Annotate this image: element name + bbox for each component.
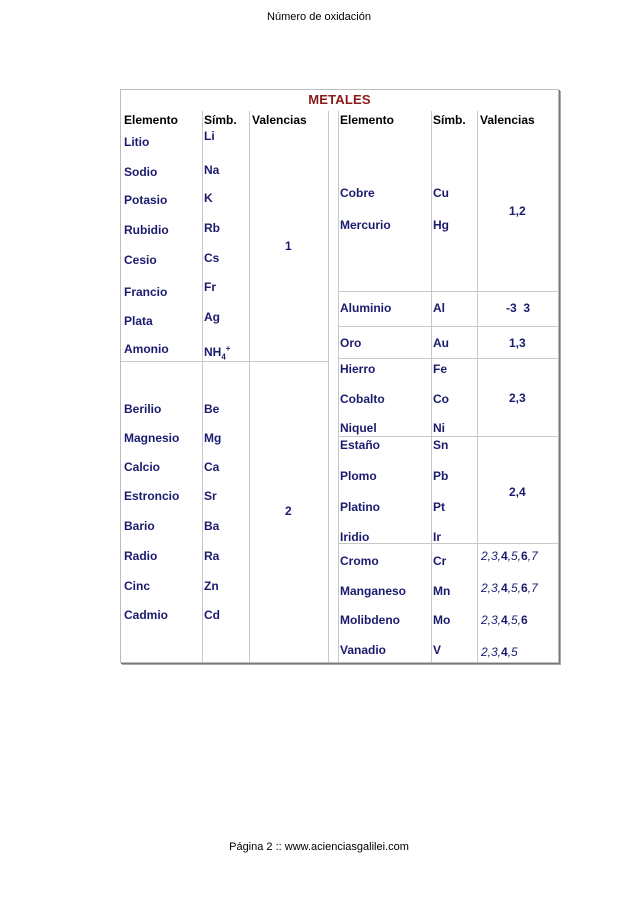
- element-symbol: Cd: [204, 608, 220, 622]
- element-name: Potasio: [124, 193, 168, 207]
- element-symbol: Cu: [433, 186, 449, 200]
- element-symbol: Mn: [433, 584, 451, 598]
- header-valences: Valencias: [480, 113, 535, 127]
- header-symbol: Símb.: [204, 113, 237, 127]
- element-symbol: $NH_4^+$: [204, 344, 231, 362]
- header-valences: Valencias: [252, 113, 307, 127]
- valence-value: 1,3: [509, 336, 526, 350]
- element-name: Radio: [124, 549, 158, 563]
- element-name: Platino: [340, 500, 381, 514]
- header-element: Elemento: [340, 113, 395, 127]
- row-divider: [338, 291, 558, 292]
- element-symbol: Au: [433, 336, 449, 350]
- element-name: Bario: [124, 519, 155, 533]
- element-symbol: Sn: [433, 438, 449, 452]
- valence-value: 2,3: [509, 391, 526, 405]
- element-name: Francio: [124, 285, 168, 299]
- element-name: Niquel: [340, 421, 377, 435]
- col-divider: [477, 111, 478, 662]
- element-symbol: Fe: [433, 362, 448, 376]
- element-name: Aluminio: [340, 301, 392, 315]
- element-name: Molibdeno: [340, 613, 400, 627]
- valence-value: 2,3,4,5: [481, 645, 518, 659]
- element-symbol: Be: [204, 402, 220, 416]
- element-name: Vanadio: [340, 643, 387, 657]
- element-name: Berilio: [124, 402, 162, 416]
- valence-value: 2,3,4,5,6,7: [481, 549, 538, 563]
- element-symbol: Ir: [433, 530, 442, 544]
- element-name: Rubidio: [124, 223, 169, 237]
- element-symbol: Pt: [433, 500, 445, 514]
- element-name: Amonio: [124, 342, 169, 356]
- element-symbol: Rb: [204, 221, 220, 235]
- element-name: Litio: [124, 135, 150, 149]
- page-footer: Página 2 :: www.acienciasgalilei.com: [229, 841, 409, 853]
- header-symbol: Símb.: [433, 113, 466, 127]
- element-name: Cadmio: [124, 608, 169, 622]
- element-name: Estaño: [340, 438, 381, 452]
- element-symbol: Ca: [204, 460, 220, 474]
- element-symbol: Cr: [433, 554, 447, 568]
- row-divider: [338, 358, 558, 359]
- element-symbol: Ni: [433, 421, 445, 435]
- element-name: Cesio: [124, 253, 157, 267]
- element-name: Cobalto: [340, 392, 385, 406]
- valence-value: 2,4: [509, 485, 526, 499]
- row-divider: [338, 543, 558, 544]
- col-divider: [338, 111, 339, 662]
- valence-value: 1: [285, 239, 292, 253]
- metals-table: [120, 89, 559, 663]
- col-divider: [431, 111, 432, 662]
- element-symbol: Cs: [204, 251, 220, 265]
- element-name: Plomo: [340, 469, 377, 483]
- element-name: Cinc: [124, 579, 151, 593]
- element-symbol: Fr: [204, 280, 216, 294]
- element-symbol: Ag: [204, 310, 220, 324]
- element-symbol: Mo: [433, 613, 451, 627]
- element-symbol: Ba: [204, 519, 220, 533]
- header-element: Elemento: [124, 113, 179, 127]
- element-symbol: V: [433, 643, 442, 657]
- valence-value: 2,3,4,5,6,7: [481, 581, 538, 595]
- element-name: Oro: [340, 336, 362, 350]
- col-divider: [249, 111, 250, 662]
- element-name: Plata: [124, 314, 153, 328]
- element-name: Manganeso: [340, 584, 407, 598]
- element-name: Magnesio: [124, 431, 180, 445]
- valence-value: 1,2: [509, 204, 526, 218]
- element-symbol: Zn: [204, 579, 219, 593]
- element-symbol: Al: [433, 301, 445, 315]
- element-name: Calcio: [124, 460, 161, 474]
- element-symbol: Pb: [433, 469, 449, 483]
- page-header: Número de oxidación: [267, 11, 371, 23]
- element-symbol: Mg: [204, 431, 222, 445]
- col-divider: [202, 111, 203, 662]
- element-symbol: Na: [204, 163, 220, 177]
- row-divider: [338, 436, 558, 437]
- element-symbol: Co: [433, 392, 449, 406]
- element-symbol: Li: [204, 129, 215, 143]
- element-name: Sodio: [124, 165, 158, 179]
- element-name: Mercurio: [340, 218, 391, 232]
- element-symbol: Hg: [433, 218, 449, 232]
- valence-value: 2: [285, 504, 292, 518]
- element-symbol: K: [204, 191, 213, 205]
- valence-value: 2,3,4,5,6: [481, 613, 528, 627]
- element-symbol: Sr: [204, 489, 217, 503]
- element-name: Hierro: [340, 362, 376, 376]
- col-divider: [328, 111, 329, 662]
- row-divider: [338, 326, 558, 327]
- table-title: METALES: [308, 92, 371, 107]
- valence-value: -3 3: [506, 301, 531, 315]
- element-name: Estroncio: [124, 489, 180, 503]
- element-name: Iridio: [340, 530, 370, 544]
- element-name: Cromo: [340, 554, 379, 568]
- element-name: Cobre: [340, 186, 375, 200]
- element-symbol: Ra: [204, 549, 220, 563]
